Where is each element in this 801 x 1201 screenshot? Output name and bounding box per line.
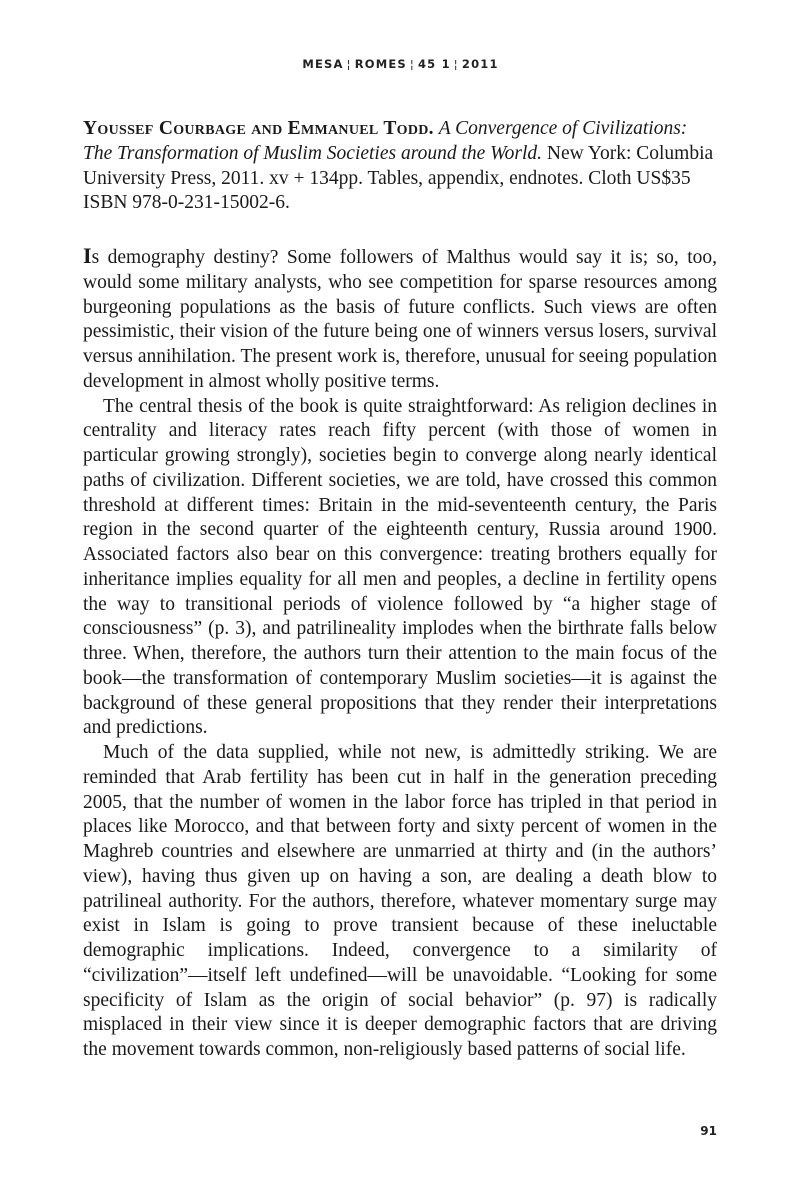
paragraph-1-text: s demography destiny? Some followers of Malthus would say it is; so, too, would some military analysts, who see competition for sparse resources among burgeoning populations as the basis of future conflicts. Such views are often pessimistic, their vision of the future being one of winners versus losers, survival versus annihilation. The present work is, therefore, unusual for seeing population development in almost wholly positive terms. [83,247,717,392]
paragraph-2: The central thesis of the book is quite straightforward: As religion declines in centrality and literacy rates reach fifty percent (with those of women in particular growing strongly), societies begin to converge along nearly identical paths of civilization. Different societies, we are told, have crossed this common threshold at different times: Britain in the mid-seventeenth century, the Paris region in the second quarter of the eighteenth century, Russia around 1900. Associated factors also bear on this convergence: treating brothers equally for inheritance implies equality for all men and peoples, a decline in fertility opens the way to transitional periods of violence followed by “a higher stage of consciousness” (p. 3), and patrilineality implodes when the birthrate falls below three. When, therefore, the authors turn their attention to the main focus of the book—the transformation of contemporary Muslim societies—it is against the background of these general propositions that they render their interpretations and predictions. [83,395,717,739]
separator: ¦ [346,57,352,71]
year: 2011 [461,57,499,71]
journal-name: MESA [302,57,344,71]
paragraph-1 [83,244,717,395]
separator: ¦ [453,57,459,71]
review-body [83,244,717,1063]
paragraph-3: Much of the data supplied, while not new, is admittedly striking. We are reminded that Arab fertility has been cut in half in the generation preceding 2005, that the number of women in the labor force has tripled in that period in places like Morocco, and that between forty and sixty percent of women in the Maghreb countries and elsewhere are unmarried at thirty and (in the authors’ view), having thus given up on having a son, are dealing a death blow to patrilineal authority. For the authors, therefore, whatever momentary surge may exist in Islam is going to prove transient because of these ineluctable demographic implications. Indeed, convergence to a similarity of “civilization”—itself left undefined—will be unavoidable. “Looking for some specificity of Islam as the origin of social behavior” (p. 97) is radically misplaced in their view since it is deeper demographic factors that are driving the movement towards common, non-religiously based patterns of social life. [83,742,717,1060]
section-name: ROMES [354,57,407,71]
citation-title: A Convergence of Civilizations: The Transformation of Muslim Societies around the World. [83,118,688,164]
page-number: 91 [700,1124,717,1138]
separator: ¦ [409,57,415,71]
book-citation [83,117,716,216]
citation-publication: New York: Columbia University Press, 2011. xv + 134pp. Tables, appendix, endnotes. Cloth US$35 ISBN 978-0-231-15002-6. [83,142,714,214]
citation-authors: Youssef Courbage and Emmanuel Todd. [83,118,434,139]
initial-letter: I [83,243,92,268]
volume-issue: 45 1 [417,57,451,71]
running-head [0,57,801,71]
